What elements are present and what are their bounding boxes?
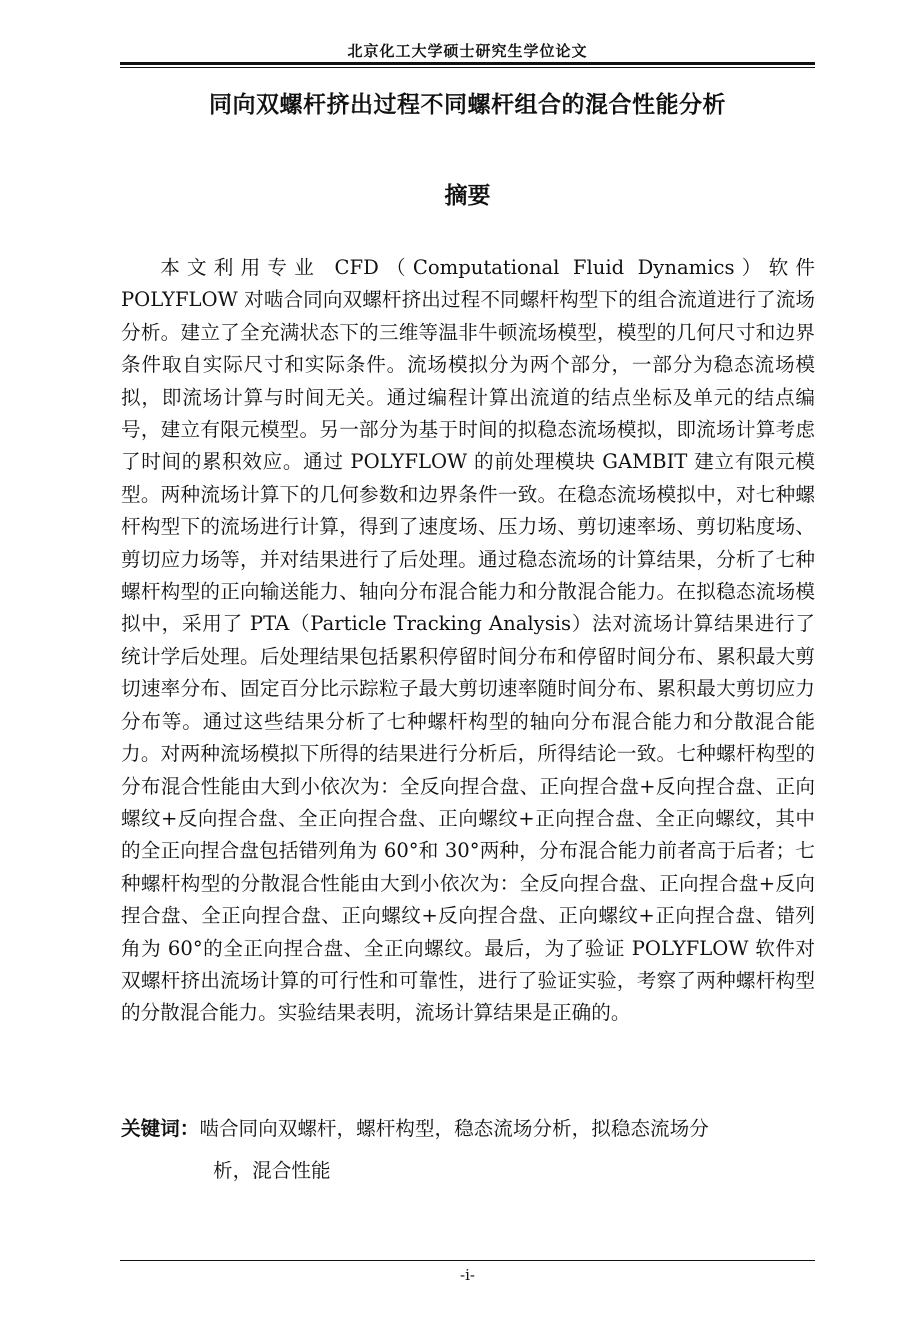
keywords-label: 关键词： — [121, 1117, 200, 1140]
keywords-section — [121, 1108, 815, 1192]
abstract-body: 本文利用专业 CFD（Computational Fluid Dynamics）软件 POLYFLOW 对啮合同向双螺杆挤出过程不同螺杆构型下的组合流道进行了流场分析。建立了全充满状态下的三维等温非牛顿流场模型，模型的几何尺寸和边界条件取自实际尺寸和实际条件。流场模拟分为两个部分，一部分为稳态流场模拟，即流场计算与时间无关。通过编程计算出流道的结点坐标及单元的结点编号，建立有限元模型。另一部分为基于时间的拟稳态流场模拟，即流场计算考虑了时间的累积效应。通过 POLYFLOW 的前处理模块 GAMBIT 建立有限元模型。两种流场计算下的几何参数和边界条件一致。在稳态流场模拟中，对七种螺杆构型下的流场进行计算，得到了速度场、压力场、剪切速率场、剪切粘度场、剪切应力场等，并对结果进行了后处理。通过稳态流场的计算结果，分析了七种螺杆构型的正向输送能力、轴向分布混合能力和分散混合能力。在拟稳态流场模拟中，采用了 PTA（Particle Tracking Analysis）法对流场计算结果进行了统计学后处理。后处理结果包括累积停留时间分布和停留时间分布、累积最大剪切速率分布、固定百分比示踪粒子最大剪切速率随时间分布、累积最大剪切应力分布等。通过这些结果分析了七种螺杆构型的轴向分布混合能力和分散混合能力。对两种流场模拟下所得的结果进行分析后，所得结论一致。七种螺杆构型的分布混合性能由大到小依次为：全反向捏合盘、正向捏合盘+反向捏合盘、正向螺纹+反向捏合盘、全正向捏合盘、正向螺纹+正向捏合盘、全正向螺纹，其中的全正向捏合盘包括错列角为 60°和 30°两种，分布混合能力前者高于后者；七种螺杆构型的分散混合性能由大到小依次为：全反向捏合盘、正向捏合盘+反向捏合盘、全正向捏合盘、正向螺纹+反向捏合盘、正向螺纹+正向捏合盘、错列角为 60°的全正向捏合盘、全正向螺纹。最后，为了验证 POLYFLOW 软件对双螺杆挤出流场计算的可行性和可靠性，进行了验证实验，考察了两种螺杆构型的分散混合能力。实验结果表明，流场计算结果是正确的。 — [121, 256, 815, 1025]
running-header: 北京化工大学硕士研究生学位论文 — [347, 42, 588, 60]
page-number: -i- — [460, 1266, 475, 1284]
keywords-text-line1: 啮合同向双螺杆，螺杆构型，稳态流场分析，拟稳态流场分 — [199, 1117, 709, 1140]
header-rule-thick — [120, 62, 815, 65]
keywords-text-line2: 析，混合性能 — [213, 1159, 331, 1182]
footer-rule — [120, 1260, 815, 1261]
keywords-first-line — [121, 1108, 815, 1150]
abstract-heading: 摘要 — [444, 183, 491, 209]
thesis-title: 同向双螺杆挤出过程不同螺杆组合的混合性能分析 — [209, 92, 726, 118]
header-rule-thin — [120, 67, 815, 68]
